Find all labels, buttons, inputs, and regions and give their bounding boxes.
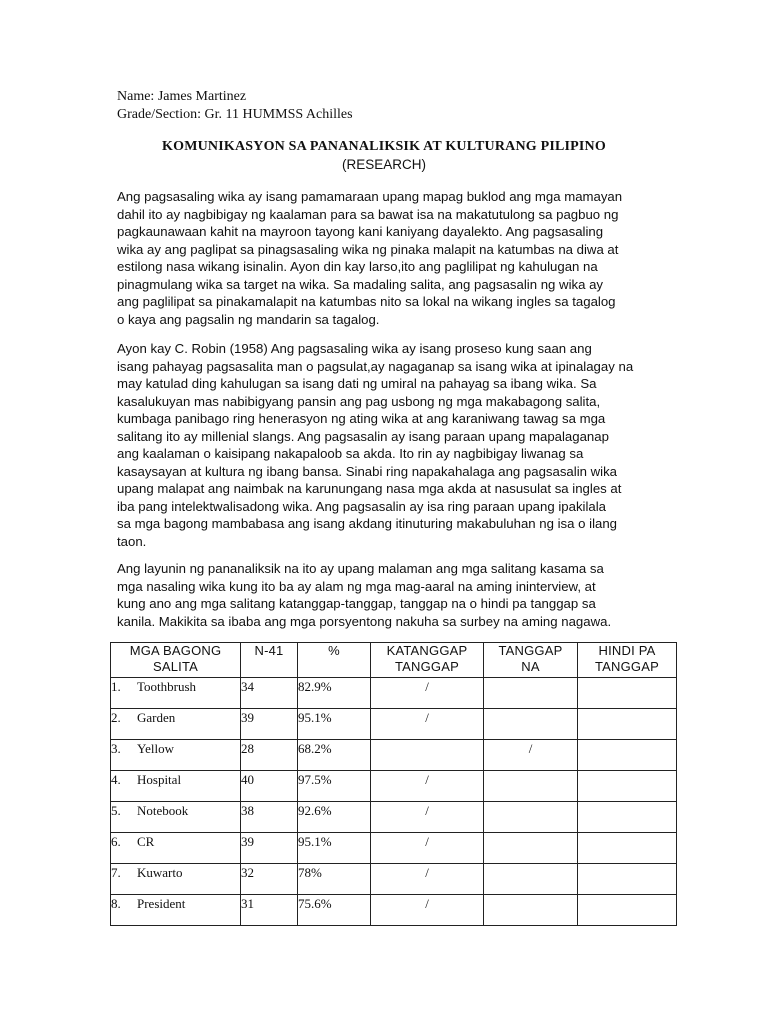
word-text: CR [137, 834, 155, 849]
hindi-pa-cell [578, 895, 677, 926]
header-hindi-pa-tanggap: HINDI PA TANGGAP [578, 643, 677, 678]
row-number: 1. [111, 679, 121, 694]
word-text: Hospital [137, 772, 182, 787]
table-row [111, 771, 677, 802]
word-text: Garden [137, 710, 176, 725]
katanggap-cell: / [371, 895, 484, 926]
table-row [111, 678, 677, 709]
table-row [111, 833, 677, 864]
hindi-pa-cell [578, 864, 677, 895]
count-cell: 31 [241, 895, 298, 926]
table-row [111, 709, 677, 740]
percent-cell: 82.9% [298, 678, 371, 709]
tanggap-na-cell [484, 802, 578, 833]
word-text: Kuwarto [137, 865, 183, 880]
percent-cell: 75.6% [298, 895, 371, 926]
count-cell: 38 [241, 802, 298, 833]
percent-cell: 95.1% [298, 833, 371, 864]
hindi-pa-cell [578, 740, 677, 771]
table-row [111, 740, 677, 771]
word-text: Yellow [137, 741, 174, 756]
tanggap-na-cell [484, 771, 578, 802]
katanggap-cell: / [371, 678, 484, 709]
hindi-pa-cell [578, 678, 677, 709]
word-cell [111, 678, 241, 709]
header-tanggap-na: TANGGAP NA [484, 643, 578, 678]
word-cell [111, 864, 241, 895]
count-cell: 28 [241, 740, 298, 771]
katanggap-cell: / [371, 771, 484, 802]
word-text: President [137, 896, 186, 911]
header-n41: N-41 [241, 643, 298, 678]
hindi-pa-cell [578, 802, 677, 833]
header-katanggap-tanggap: KATANGGAP TANGGAP [371, 643, 484, 678]
percent-cell: 92.6% [298, 802, 371, 833]
katanggap-cell [371, 740, 484, 771]
count-cell: 40 [241, 771, 298, 802]
word-cell [111, 802, 241, 833]
word-text: Toothbrush [137, 679, 197, 694]
header-percent: % [298, 643, 371, 678]
percent-cell: 97.5% [298, 771, 371, 802]
katanggap-cell: / [371, 802, 484, 833]
count-cell: 39 [241, 709, 298, 740]
katanggap-cell: / [371, 833, 484, 864]
percent-cell: 95.1% [298, 709, 371, 740]
count-cell: 39 [241, 833, 298, 864]
survey-table [110, 642, 677, 926]
word-cell [111, 709, 241, 740]
percent-cell: 78% [298, 864, 371, 895]
student-header [117, 88, 353, 124]
percent-cell: 68.2% [298, 740, 371, 771]
row-number: 4. [111, 772, 121, 787]
grade-section: Grade/Section: Gr. 11 HUMMSS Achilles [117, 107, 353, 122]
row-number: 5. [111, 803, 121, 818]
word-text: Notebook [137, 803, 189, 818]
document-title [0, 138, 768, 174]
count-cell: 32 [241, 864, 298, 895]
title-sub: (RESEARCH) [341, 157, 426, 172]
paragraph-robin: Ayon kay C. Robin (1958) Ang pagsasaling wika ay isang proseso kung saan ang isang pahayag pagsasalita man o pagsulat,ay nagaganap sa isang wika at ipinalagay na may katulad ding kahulugan sa isang dati ng umiral na pahayag sa ibang wika. Sa kasalukuyan mas nabibigyang pansin ang pag usbong ng mga makabagong salita, kumbaga panibago ring henerasyon ng ating wika at ang karaniwang tawag sa mga salitang ito ay millenial slangs. Ang pagsasalin ay isang paraan upang mapalaganap ang kaalaman o kaisipang nakapaloob sa akda. Ito rin ay nagbibigay liwanag sa kasaysayan at kultura ng ibang bansa. Sinabi ring napakahalaga ang pagsasalin wika upang malapat ang naimbak na karunungang nasa mga akda at nasusulat sa ingles at iba pang intelektwalisadong wika. Ang pagsasalin ay isa ring paraan upang ipakilala sa mga bagong mambabasa ang isang akdang itinuturing makabuluhan ng isa o ilang taon. [117, 341, 634, 549]
word-cell [111, 895, 241, 926]
word-cell [111, 833, 241, 864]
paragraph-intro: Ang pagsasaling wika ay isang pamamaraan upang mapag buklod ang mga mamayan dahil ito ay nagbibigay ng kaalaman para sa bawat isa na makatutulong sa pagbuo ng pagkaunawaan kahit na mayroon tayong kani kaniyang dayalekto. Ang pagsasaling wika ay ang paglipat sa pinagsasaling wika ng pinaka malapit na katumbas na diwa at estilong nasa wikang isinalin. Ayon din kay larso,ito ang paglilipat ng kahulugan na pinagmulang wika sa target na wika. Sa madaling salita, ang pagsasalin ng wika ay ang paglilipat sa pinakamalapit na katumbas nito sa lokal na wikang ingles sa tagalog o kaya ang pagsalin ng mandarin sa tagalog. [117, 189, 623, 327]
tanggap-na-cell [484, 833, 578, 864]
student-name: Name: James Martinez [117, 89, 247, 104]
tanggap-na-cell [484, 678, 578, 709]
katanggap-cell: / [371, 864, 484, 895]
hindi-pa-cell [578, 771, 677, 802]
hindi-pa-cell [578, 833, 677, 864]
paragraph-objective: Ang layunin ng pananaliksik na ito ay upang malaman ang mga salitang kasama sa mga nasaling wika kung ito ba ay alam ng mga mag-aaral na aming ininterview, at kung ano ang mga salitang katanggap-tanggap, tanggap na o hindi pa tanggap sa kanila. Makikita sa ibaba ang mga porsyentong nakuha sa surbey na aming nagawa. [117, 561, 612, 629]
hindi-pa-cell [578, 709, 677, 740]
word-cell [111, 771, 241, 802]
table-row [111, 895, 677, 926]
katanggap-cell: / [371, 709, 484, 740]
row-number: 2. [111, 710, 121, 725]
row-number: 7. [111, 865, 121, 880]
table-header-row [111, 643, 677, 678]
row-number: 6. [111, 834, 121, 849]
table-row [111, 802, 677, 833]
row-number: 8. [111, 896, 121, 911]
tanggap-na-cell: / [484, 740, 578, 771]
tanggap-na-cell [484, 895, 578, 926]
row-number: 3. [111, 741, 121, 756]
header-mga-bagong-salita: MGA BAGONG SALITA [111, 643, 241, 678]
table-row [111, 864, 677, 895]
tanggap-na-cell [484, 864, 578, 895]
tanggap-na-cell [484, 709, 578, 740]
word-cell [111, 740, 241, 771]
count-cell: 34 [241, 678, 298, 709]
title-main: KOMUNIKASYON SA PANANALIKSIK AT KULTURANG PILIPINO [162, 139, 606, 154]
